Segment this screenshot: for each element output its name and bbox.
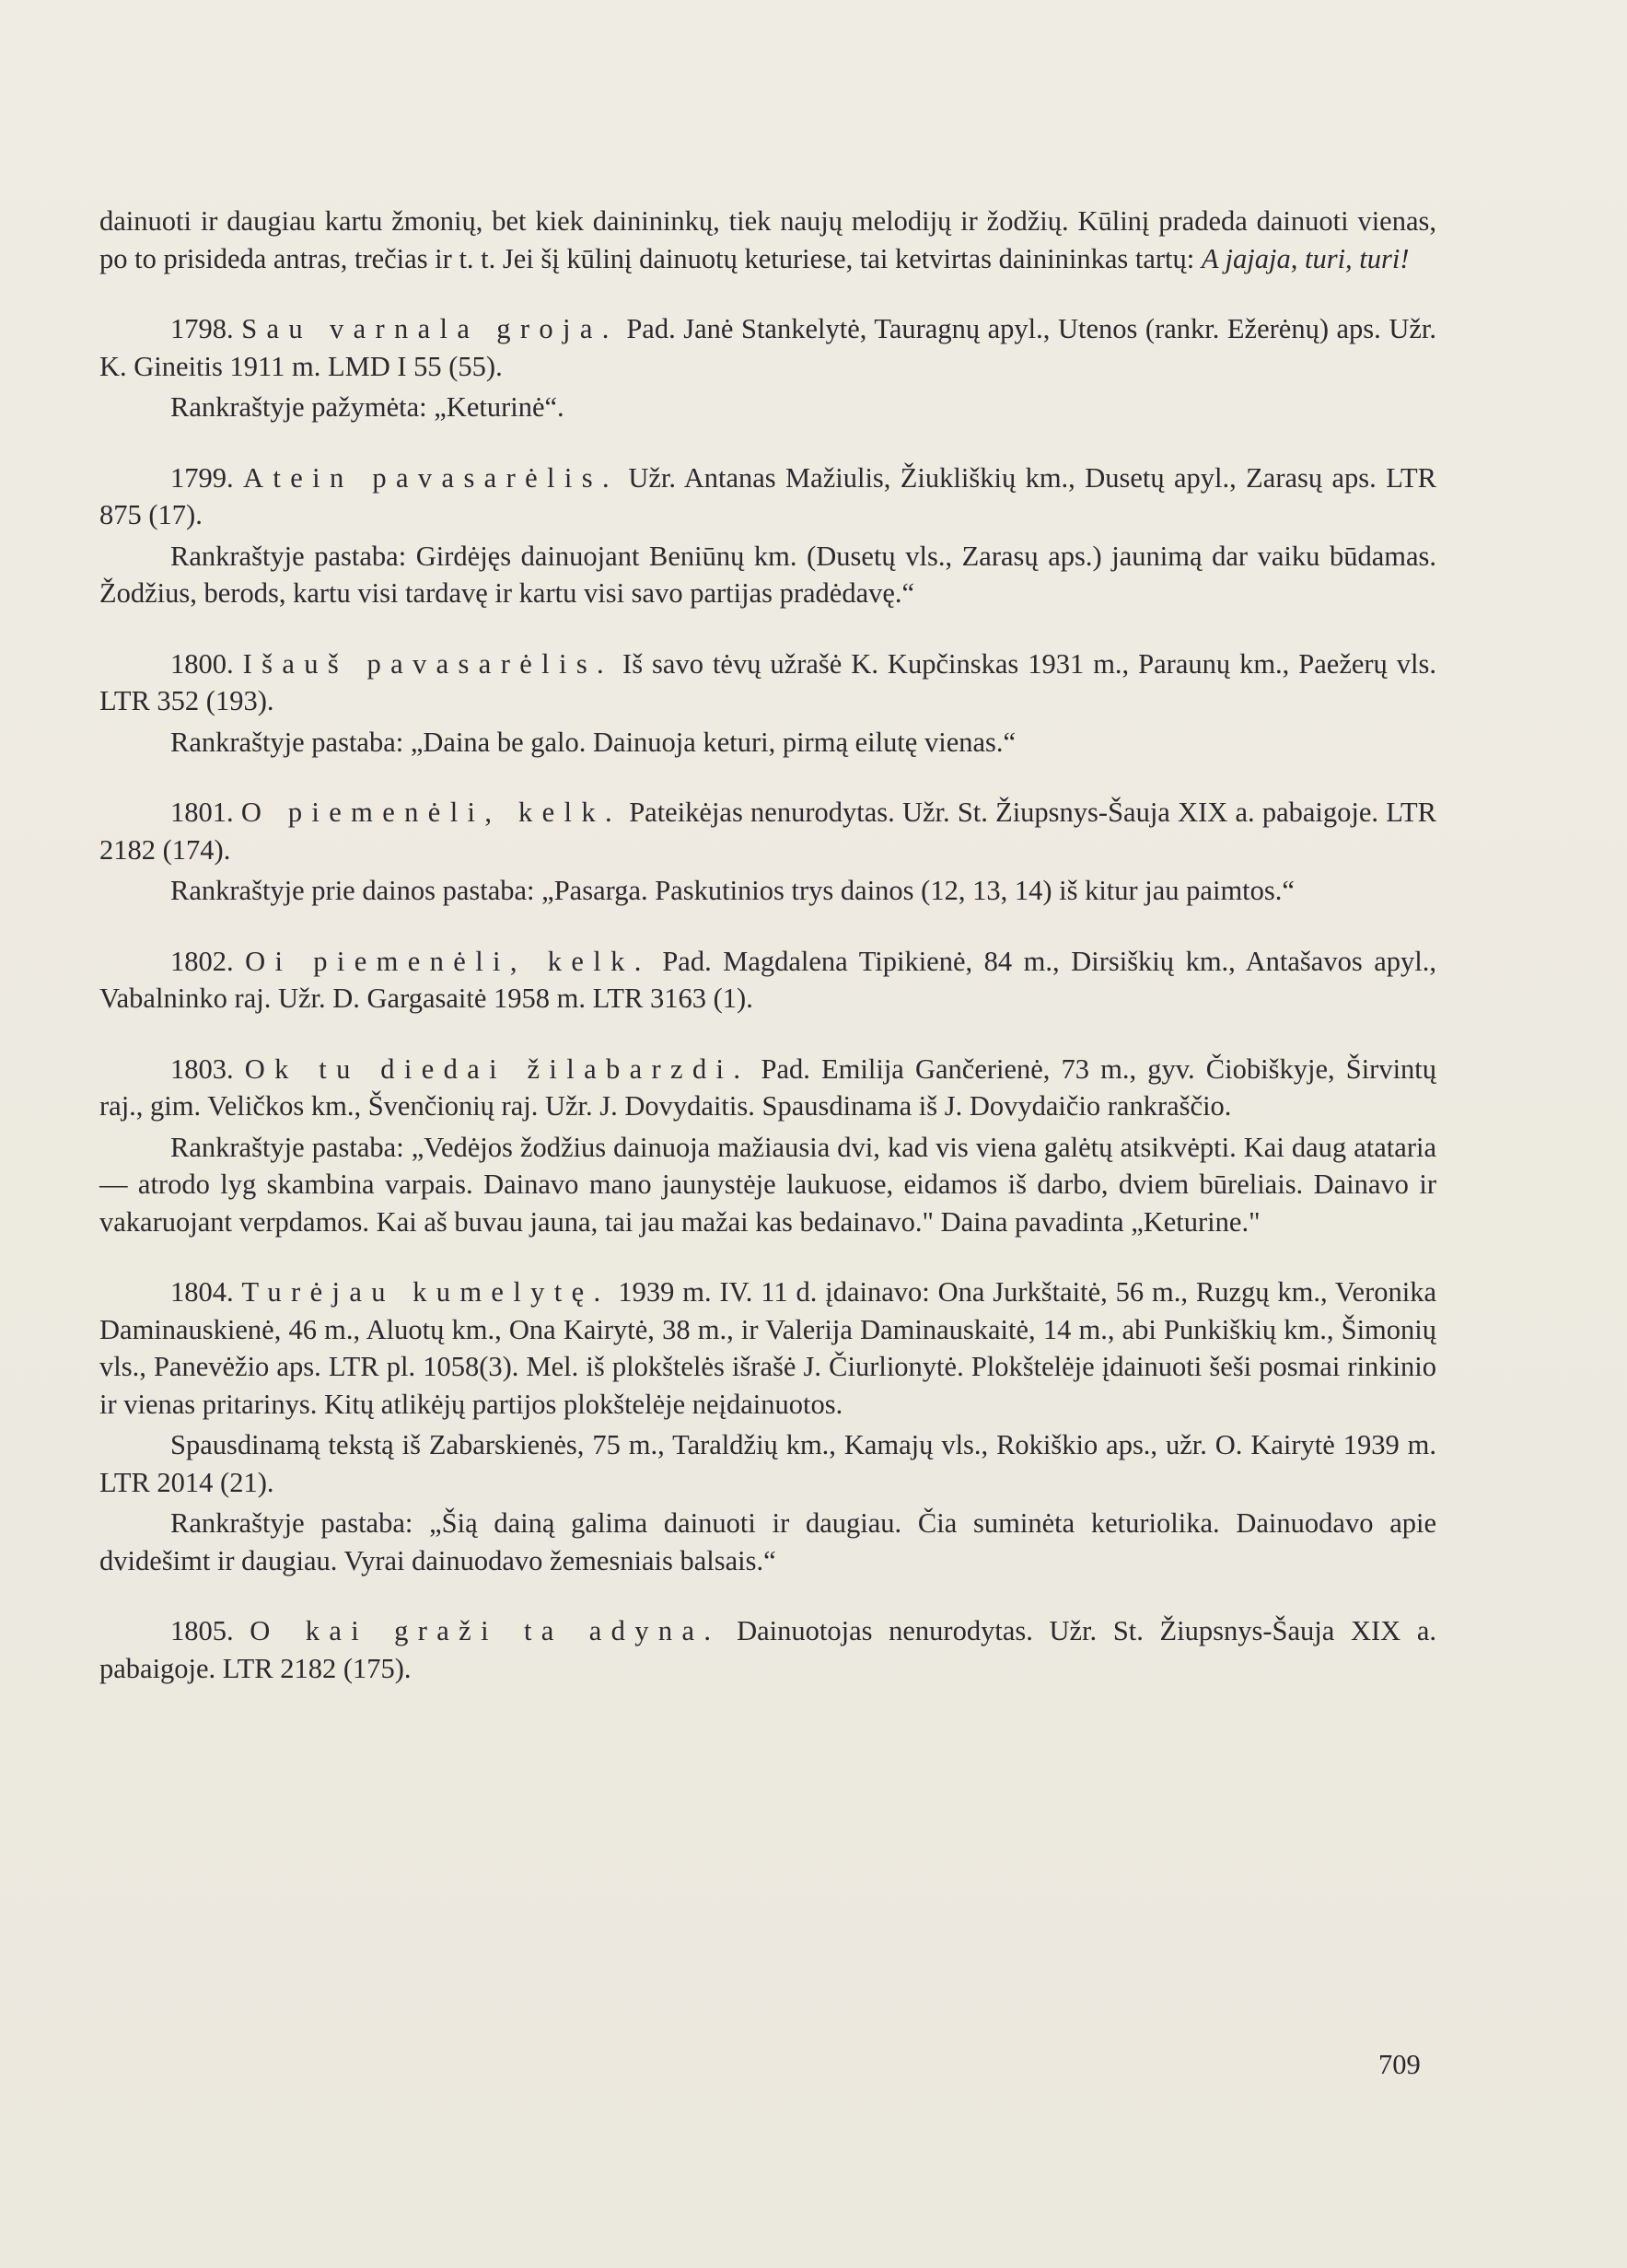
entry-number: 1802. xyxy=(170,945,234,977)
entry-source: Pad. Emilija Gančerienė, 73 m., gyv. Čiobiškyje, Širvintų raj., gim. Veličkos km., Švenčionių raj. Užr. J. Dovydaitis. Spausdinama iš J. Dovydaičio rankraščio. xyxy=(99,1053,1437,1122)
entry-1799 xyxy=(99,459,1436,612)
entry-source: Dainuotojas nenurodytas. Užr. St. Žiupsnys-Šauja XIX a. pabaigoje. LTR 2182 (175). xyxy=(99,1615,1437,1684)
entry-heading xyxy=(99,943,1436,1018)
page-body xyxy=(99,203,1436,1687)
entry-source: Pad. Magdalena Tipikienė, 84 m., Dirsiškių km., Antašavos apyl., Vabalninko raj. Užr. D. Gargasaitė 1958 m. LTR 3163 (1). xyxy=(99,945,1436,1014)
song-title: O piemenėli, kelk. xyxy=(240,797,622,828)
song-title: Išauš pavasarėlis. xyxy=(242,647,614,680)
song-title: Oi piemenėli, kelk. xyxy=(245,945,651,977)
song-title: Turėjau kumelytę. xyxy=(241,1276,610,1308)
entry-source: Pateikėjas nenurodytas. Užr. St. Žiupsnys-Šauja XIX a. pabaigoje. LTR 2182 (174). xyxy=(99,797,1437,866)
entry-number: 1798. xyxy=(170,313,234,344)
entry-1800 xyxy=(99,646,1436,762)
entry-number: 1805. xyxy=(170,1615,234,1646)
entry-number: 1804. xyxy=(170,1276,234,1308)
entry-source: 1939 m. IV. 11 d. įdainavo: Ona Jurkštaitė, 56 m., Ruzgų km., Veronika Daminauskienė, 46 m., Aluotų km., Ona Kairytė, 38 m., ir Valerija Daminauskaitė, 14 m., abi Punkiškių km., Šimonių vls., Panevėžio aps. LTR pl. 1058(3). Mel. iš plokštelės išrašė J. Čiurlionytė. Plokštelėje įdainuoti šeši posmai rinkinio ir vienas pritarinys. Kitų atlikėjų partijos plokštelėje neįdainuotos. xyxy=(99,1276,1436,1420)
entry-heading xyxy=(99,459,1436,534)
song-title: Atein pavasarėlis. xyxy=(243,461,619,494)
song-title: Ok tu diedai žilabarzdi. xyxy=(244,1053,750,1085)
entry-note: Rankraštyje pažymėta: „Keturinė“. xyxy=(170,391,564,423)
entry-heading xyxy=(99,646,1436,720)
entry-source: Pad. Janė Stankelytė, Tauragnų apyl., Utenos (rankr. Ežerėnų) aps. Užr. K. Gineitis 1911 m. LMD I 55 (55). xyxy=(99,313,1437,382)
intro-italic-refrain: A jajaja, turi, turi! xyxy=(1201,242,1410,274)
intro-text: dainuoti ir daugiau kartu žmonių, bet kiek dainininkų, tiek naujų melodijų ir žodžių. Kūlinį pradeda dainuoti vienas, po to prisideda antras, trečias ir t. t. Jei šį kūlinį dainuotų keturiese, tai ketvirtas dainininkas tartų: xyxy=(99,205,1436,274)
entry-note: Spausdinamą tekstą iš Zabarskienės, 75 m., Taraldžių km., Kamajų vls., Rokiškio aps., užr. O. Kairytė 1939 m. LTR 2014 (21). xyxy=(99,1429,1436,1498)
entry-heading xyxy=(99,1051,1436,1125)
entry-1804 xyxy=(99,1274,1436,1579)
entry-1802 xyxy=(99,943,1436,1018)
entry-1798 xyxy=(99,310,1436,426)
song-title: Sau varnala groja. xyxy=(241,313,619,344)
intro-paragraph xyxy=(99,203,1436,277)
song-title: O kai graži ta adyna. xyxy=(250,1615,721,1646)
entry-heading xyxy=(99,794,1436,868)
entry-1801 xyxy=(99,794,1436,910)
entry-heading xyxy=(99,1612,1436,1687)
entry-note: Rankraštyje pastaba: Girdėjęs dainuojant Beniūnų km. (Dusetų vls., Zarasų aps.) jaunimą dar vaiku būdamas. Žodžius, berods, kartu visi tardavę ir kartu visi savo partijas pradėdavę.“ xyxy=(99,540,1436,609)
entry-1803 xyxy=(99,1051,1436,1241)
entry-heading xyxy=(99,1274,1436,1423)
entry-source: Iš savo tėvų užrašė K. Kupčinskas 1931 m., Paraunų km., Paežerų vls. LTR 352 (193). xyxy=(99,647,1437,716)
entry-note: Rankraštyje pastaba: „Daina be galo. Dainuoja keturi, pirmą eilutę vienas.“ xyxy=(170,726,1017,758)
entry-number: 1800. xyxy=(170,647,234,680)
entry-number: 1803. xyxy=(170,1053,234,1085)
entry-note: Rankraštyje prie dainos pastaba: „Pasarga. Paskutinios trys dainos (12, 13, 14) iš kitur jau paimtos.“ xyxy=(170,875,1295,906)
entry-source: Užr. Antanas Mažiulis, Žiukliškių km., Dusetų apyl., Zarasų aps. LTR 875 (17). xyxy=(99,461,1436,530)
entry-note: Rankraštyje pastaba: „Vedėjos žodžius dainuoja mažiausia dvi, kad vis viena galėtų atsikvėpti. Kai daug atataria — atrodo lyg skambina varpais. Dainavo mano jaunystėje laukuose, eidamos iš darbo, dviem būreliais. Dainavo ir vakaruojant verpdamos. Kai aš buvau jauna, tai jau mažai kas bedainavo." Daina pavadinta „Keturine." xyxy=(99,1131,1436,1238)
entry-note: Rankraštyje pastaba: „Šią dainą galima dainuoti ir daugiau. Čia suminėta keturiolika. Dainuodavo apie dvidešimt ir daugiau. Vyrai dainuodavo žemesniais balsais.“ xyxy=(99,1507,1436,1576)
entry-1805 xyxy=(99,1612,1436,1687)
entry-number: 1801. xyxy=(170,797,234,828)
entry-heading xyxy=(99,310,1436,385)
page-number: 709 xyxy=(1378,2049,1421,2080)
entry-number: 1799. xyxy=(170,461,234,494)
